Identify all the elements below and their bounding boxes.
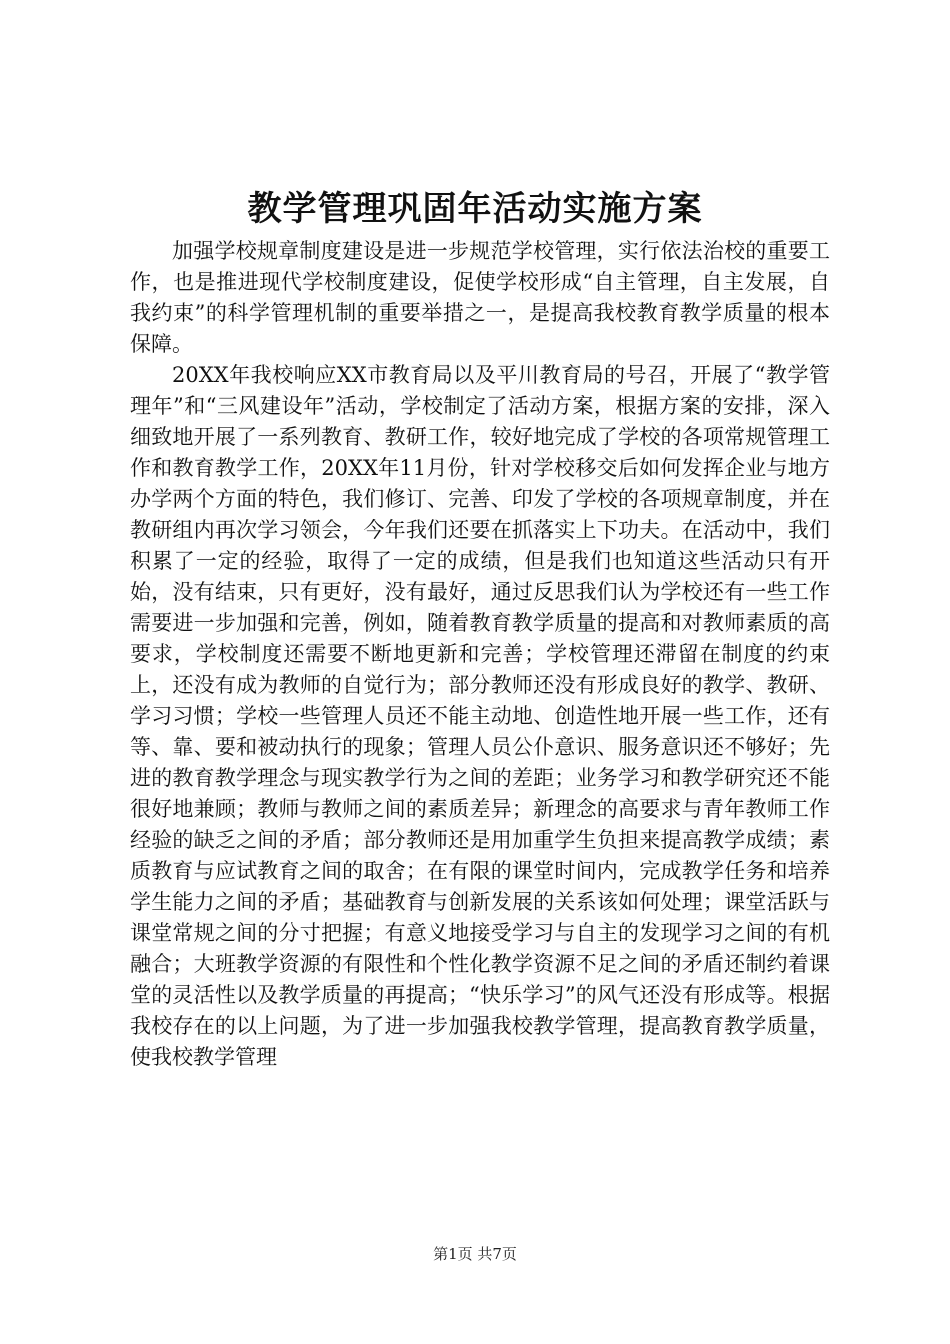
page-number: 第1页 共7页 [433,1245,517,1263]
page-footer [0,1244,950,1264]
document-title: 教学管理巩固年活动实施方案 [247,189,703,229]
paragraph-1: 加强学校规章制度建设是进一步规范学校管理，实行依法治校的重要工作，也是推进现代学校制度建设，促使学校形成“自主管理，自主发展，自我约束”的科学管理机制的重要举措之一，是提高我校教育教学质量的根本保障。 [130,239,830,356]
paragraph-2: 20XX年我校响应XX市教育局以及平川教育局的号召，开展了“教学管理年”和“三风建设年”活动，学校制定了活动方案，根据方案的安排，深入细致地开展了一系列教育、教研工作，较好地完成了学校的各项常规管理工作和教育教学工作，20XX年11月份，针对学校移交后如何发挥企业与地方办学两个方面的特色，我们修订、完善、印发了学校的各项规章制度，并在教研组内再次学习领会，今年我们还要在抓落实上下功夫。在活动中，我们积累了一定的经验，取得了一定的成绩，但是我们也知道这些活动只有开始，没有结束，只有更好，没有最好，通过反思我们认为学校还有一些工作需要进一步加强和完善，例如，随着教育教学质量的提高和对教师素质的高要求，学校制度还需要不断地更新和完善；学校管理还滞留在制度的约束上，还没有成为教师的自觉行为；部分教师还没有形成良好的教学、教研、学习习惯；学校一些管理人员还不能主动地、创造性地开展一些工作，还有等、靠、要和被动执行的现象；管理人员公仆意识、服务意识还不够好；先进的教育教学理念与现实教学行为之间的差距；业务学习和教学研究还不能很好地兼顾；教师与教师之间的素质差异；新理念的高要求与青年教师工作经验的缺乏之间的矛盾；部分教师还是用加重学生负担来提高教学成绩；素质教育与应试教育之间的取舍；在有限的课堂时间内，完成教学任务和培养学生能力之间的矛盾；基础教育与创新发展的关系该如何处理；课堂活跃与课堂常规之间的分寸把握；有意义地接受学习与自主的发现学习之间的有机融合；大班教学资源的有限性和个性化教学资源不足之间的矛盾还制约着课堂的灵活性以及教学质量的再提高；“快乐学习”的风气还没有形成等。根据我校存在的以上问题，为了进一步加强我校教学管理，提高教育教学质量，使我校教学管理 [130,363,830,1069]
document-body [130,236,830,1073]
